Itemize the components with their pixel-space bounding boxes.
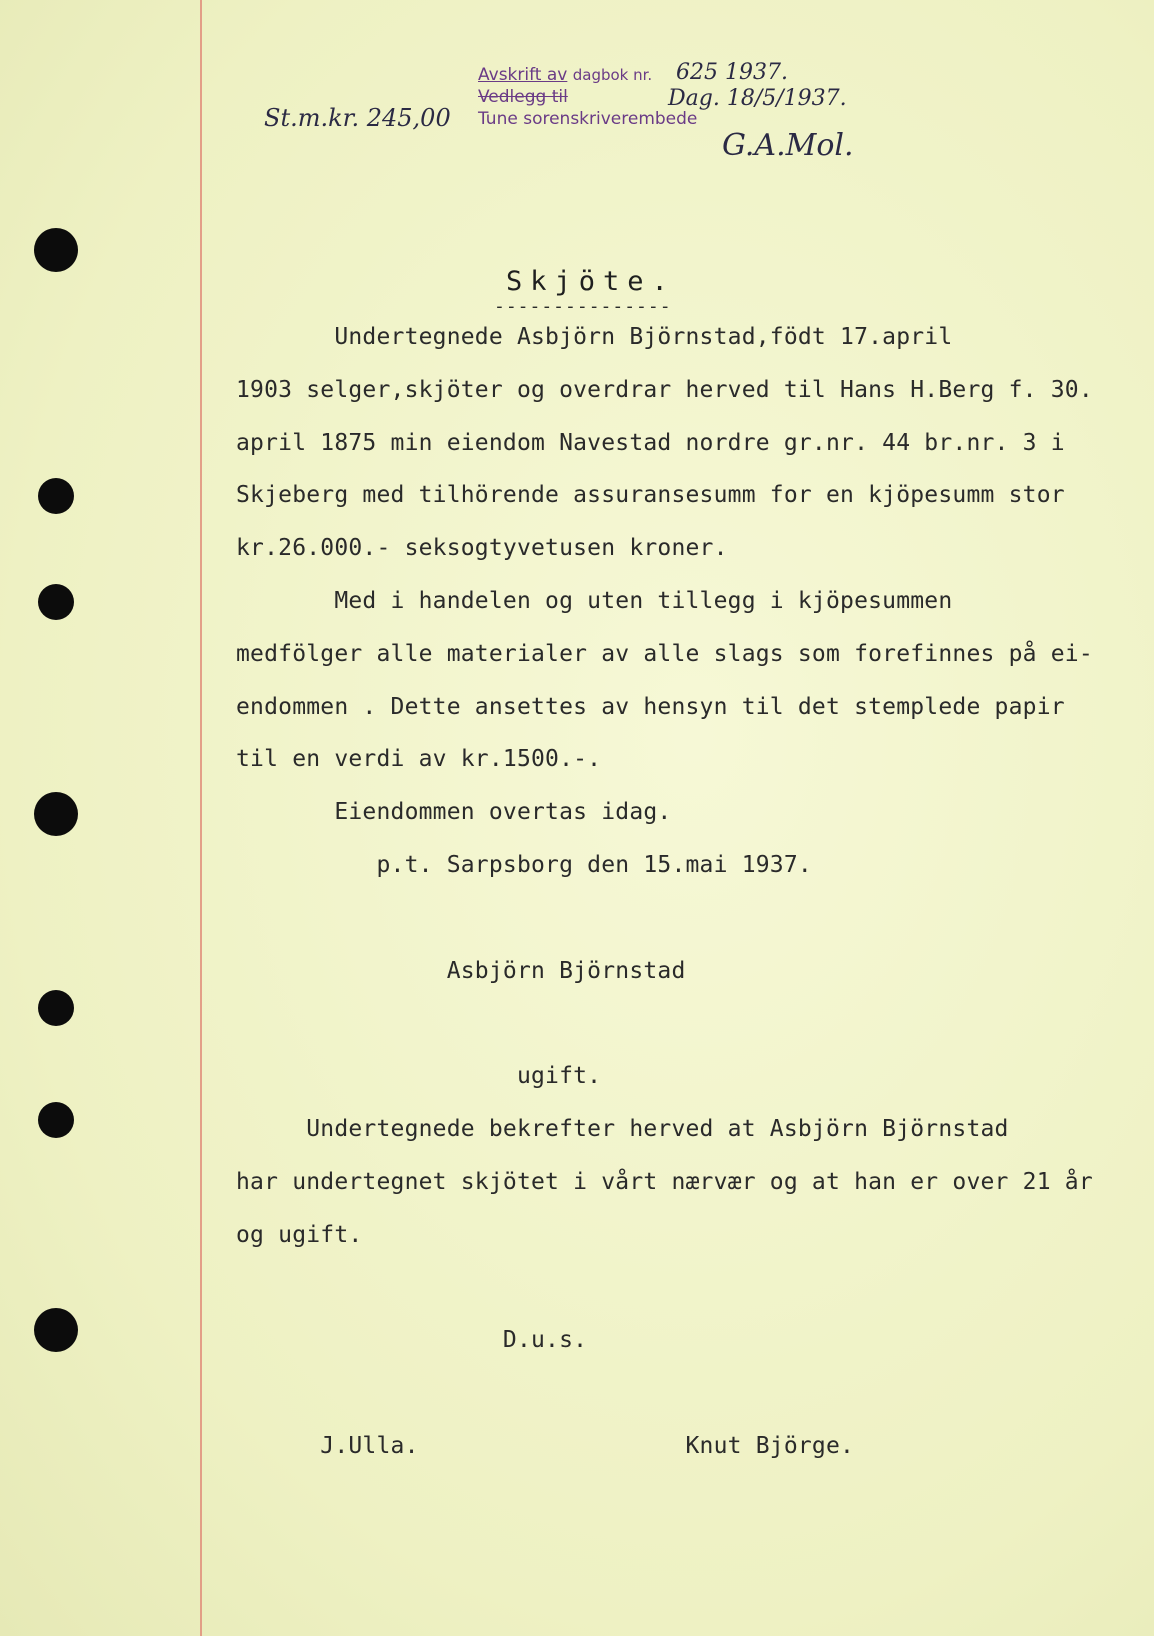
punch-hole — [34, 792, 78, 836]
text-line: D.u.s. — [236, 1327, 588, 1354]
text-line: april 1875 min eiendom Navestad nordre gr.nr. 44 br.nr. 3 i — [236, 429, 1065, 456]
title-underline: --------------- — [494, 296, 672, 317]
text-line: har undertegnet skjötet i vårt nærvær og at han er over 21 år — [236, 1168, 1093, 1195]
punch-hole — [38, 478, 74, 514]
text-line: Undertegnede bekrefter herved at Asbjörn Björnstad — [236, 1116, 1009, 1142]
stamp-vedlegg: Vedlegg til — [478, 87, 568, 107]
text-line: p.t. Sarpsborg den 15.mai 1937. — [236, 852, 812, 878]
stamp-avskrift: Avskrift av — [478, 65, 568, 85]
text-line: medfölger alle materialer av alle slags som forefinnes på ei- — [236, 640, 1093, 667]
office-stamp — [478, 64, 697, 130]
margin-rule — [200, 0, 202, 1636]
text-line: 1903 selger,skjöter og overdrar herved til Hans H.Berg f. 30. — [236, 376, 1093, 403]
punch-hole — [38, 584, 74, 620]
text-line: og ugift. — [236, 1221, 363, 1248]
punch-hole — [34, 1308, 78, 1352]
dagbok-number: 625 1937. — [676, 60, 788, 85]
text-line: til en verdi av kr.1500.-. — [236, 746, 602, 773]
stamp-office-name: Tune sorenskriverembede — [478, 109, 698, 129]
dated-annotation: Dag. 18/5/1937. — [668, 86, 847, 111]
document-title: Skjöte. — [506, 266, 676, 297]
punch-hole — [38, 990, 74, 1026]
initials-signature: G.A.Mol. — [722, 128, 854, 163]
text-line: J.Ulla. Knut Björge. — [236, 1432, 855, 1459]
text-line: Undertegnede Asbjörn Björnstad,födt 17.april — [236, 324, 953, 350]
text-line: ugift. — [236, 1063, 602, 1090]
text-line: Med i handelen og uten tillegg i kjöpesummen — [236, 588, 953, 614]
punch-hole — [34, 228, 78, 272]
text-line: Eiendommen overtas idag. — [236, 799, 672, 826]
punch-hole — [38, 1102, 74, 1138]
text-line: kr.26.000.- seksogtyvetusen kroner. — [236, 535, 728, 562]
text-line: Asbjörn Björnstad — [236, 957, 686, 984]
text-line: Skjeberg med tilhörende assuransesumm for en kjöpesumm stor — [236, 482, 1065, 509]
text-line: endommen . Dette ansettes av hensyn til det stemplede papir — [236, 693, 1065, 720]
stamp-dagbok-field: dagbok nr. — [572, 66, 653, 84]
fee-annotation: St.m.kr. 245,00 — [264, 104, 451, 132]
